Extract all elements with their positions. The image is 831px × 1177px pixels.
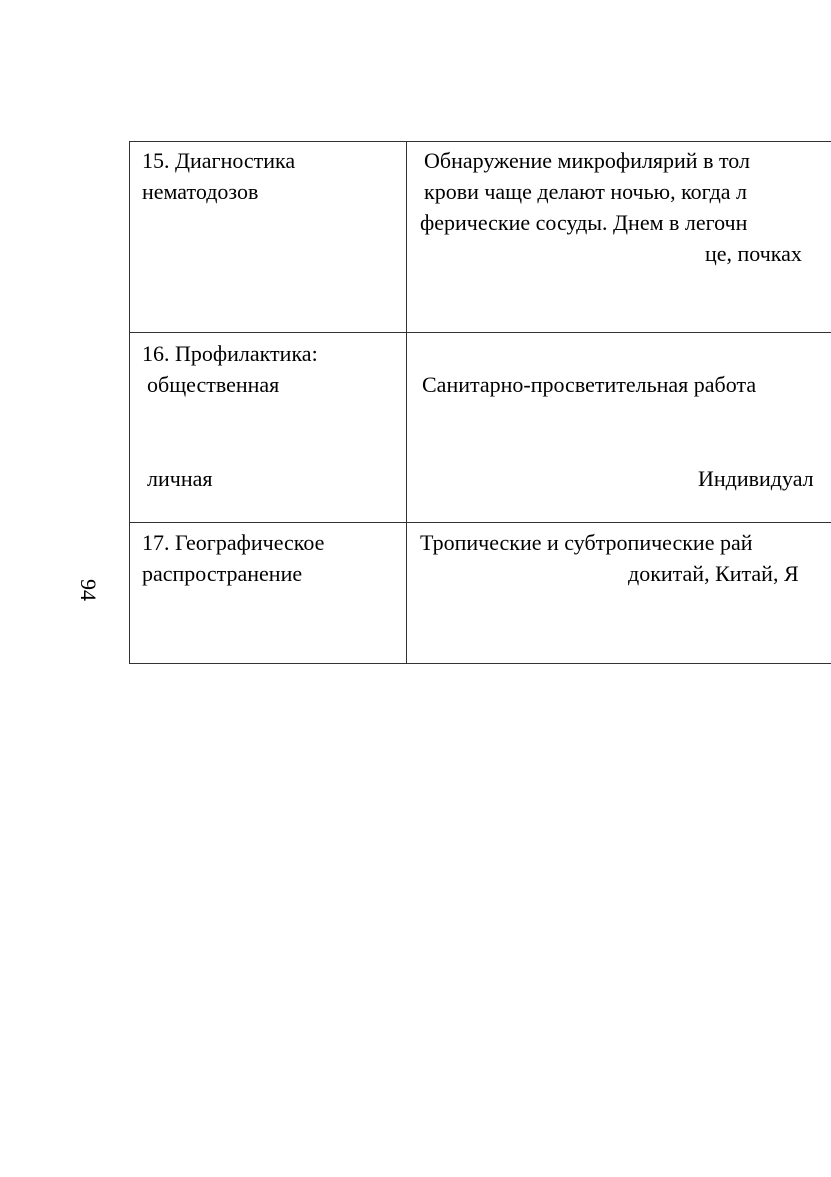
- row-content-cell: [407, 523, 831, 664]
- row-label-line: нематодозов: [142, 179, 259, 204]
- row-content-line: Тропические и субтропические рай: [420, 530, 753, 555]
- table-row: [130, 523, 831, 664]
- table-row: [130, 142, 831, 333]
- row-label-line: общественная: [147, 372, 280, 397]
- document-table: [129, 141, 831, 664]
- row-label-cell: [130, 142, 407, 333]
- row-label-line: 16. Профилактика:: [142, 341, 318, 366]
- row-label-line: распространение: [142, 561, 303, 586]
- page-number: 94: [76, 579, 101, 601]
- row-content-line: ферические сосуды. Днем в легочн: [420, 210, 748, 235]
- row-content-cell: [407, 333, 831, 523]
- row-content-line: докитай, Китай, Я: [628, 561, 799, 586]
- row-label-cell: [130, 333, 407, 523]
- row-content-line: крови чаще делают ночью, когда л: [424, 179, 748, 204]
- row-content-line: це, почках: [705, 241, 802, 266]
- row-label-line: личная: [147, 466, 213, 491]
- row-content-line: Индивидуал: [698, 466, 814, 491]
- row-label-line: 17. Географическое: [142, 530, 325, 555]
- row-content-cell: [407, 142, 831, 333]
- row-content-line: Обнаружение микрофилярий в тол: [424, 148, 750, 173]
- row-label-cell: [130, 523, 407, 664]
- row-label-line: 15. Диагностика: [142, 148, 296, 173]
- table-row: [130, 333, 831, 523]
- row-content-line: Санитарно-просветительная работа: [422, 372, 757, 397]
